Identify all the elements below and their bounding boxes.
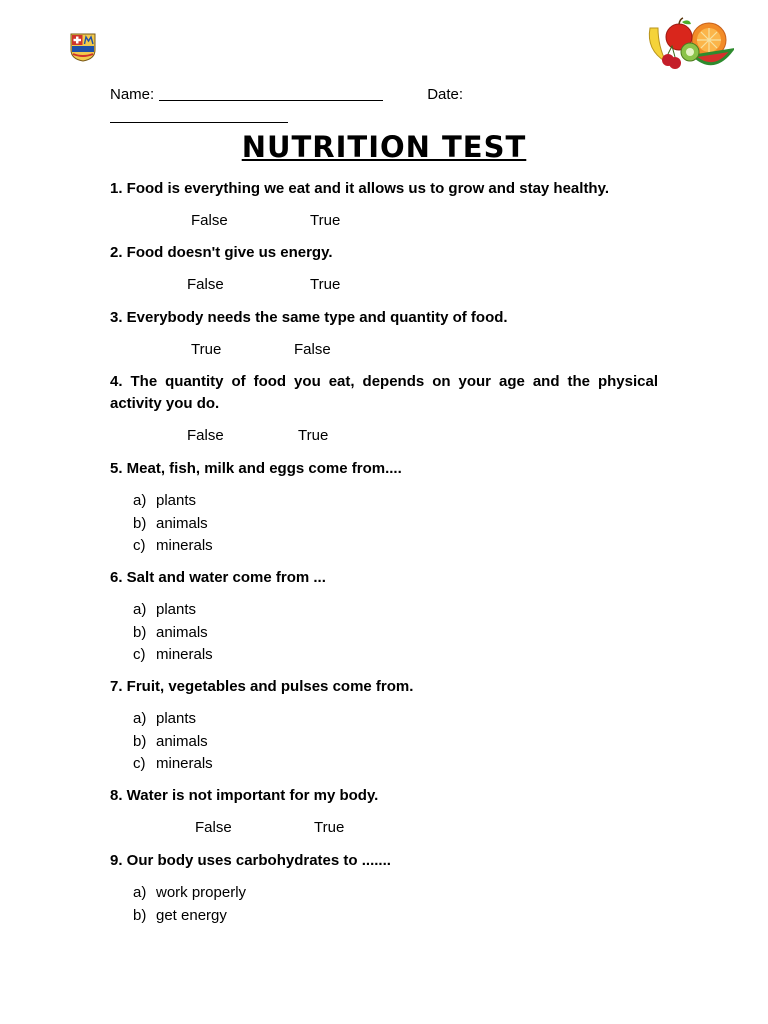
name-date-row (110, 84, 670, 123)
option-item[interactable]: b) animals (133, 514, 208, 532)
question-3: 3. Everybody needs the same type and quantity of food. (110, 309, 508, 326)
choice-true[interactable]: True (310, 212, 341, 229)
option-item[interactable]: b) animals (133, 732, 208, 750)
choice-false[interactable]: False (187, 427, 224, 444)
page-title: NUTRITION TEST (241, 130, 527, 164)
choice-true[interactable]: True (310, 276, 341, 293)
options-list (133, 708, 213, 776)
choice-false[interactable]: False (191, 212, 228, 229)
option-item[interactable]: b) animals (133, 623, 208, 641)
options-list (133, 490, 213, 558)
date-field[interactable] (110, 108, 288, 123)
option-item[interactable]: a) plants (133, 492, 197, 509)
question-5: 5. Meat, fish, milk and eggs come from.... (110, 460, 402, 477)
fruit-basket-icon (644, 16, 734, 72)
choice-false[interactable]: False (187, 276, 224, 293)
choice-false[interactable]: False (195, 819, 232, 836)
option-item[interactable]: c) minerals (133, 755, 213, 773)
name-label: Name: (110, 86, 155, 103)
question-1: 1. Food is everything we eat and it allows us to grow and stay healthy. (110, 180, 609, 197)
question-7: 7. Fruit, vegetables and pulses come from. (110, 678, 414, 695)
date-label: Date: (427, 86, 464, 103)
options-list (133, 599, 213, 667)
question-2: 2. Food doesn't give us energy. (110, 244, 333, 261)
name-field[interactable] (159, 86, 383, 101)
question-6: 6. Salt and water come from ... (110, 569, 326, 586)
option-item[interactable]: a) plants (133, 601, 197, 618)
choice-true[interactable]: True (314, 819, 345, 836)
option-item[interactable]: a) plants (133, 710, 197, 727)
choice-true[interactable]: True (298, 427, 329, 444)
option-item[interactable]: b) get energy (133, 906, 227, 924)
question-9: 9. Our body uses carbohydrates to ....... (110, 852, 391, 869)
option-item[interactable]: c) minerals (133, 646, 213, 664)
option-item[interactable]: c) minerals (133, 537, 213, 555)
choice-false[interactable]: False (294, 341, 331, 358)
options-list (133, 882, 246, 927)
school-crest-icon (69, 32, 97, 62)
choice-true[interactable]: True (191, 341, 222, 358)
question-8: 8. Water is not important for my body. (110, 787, 379, 804)
option-item[interactable]: a) work properly (133, 884, 247, 901)
question-4: 4. The quantity of food you eat, depends on your age and the physical activity you do. (110, 373, 658, 412)
